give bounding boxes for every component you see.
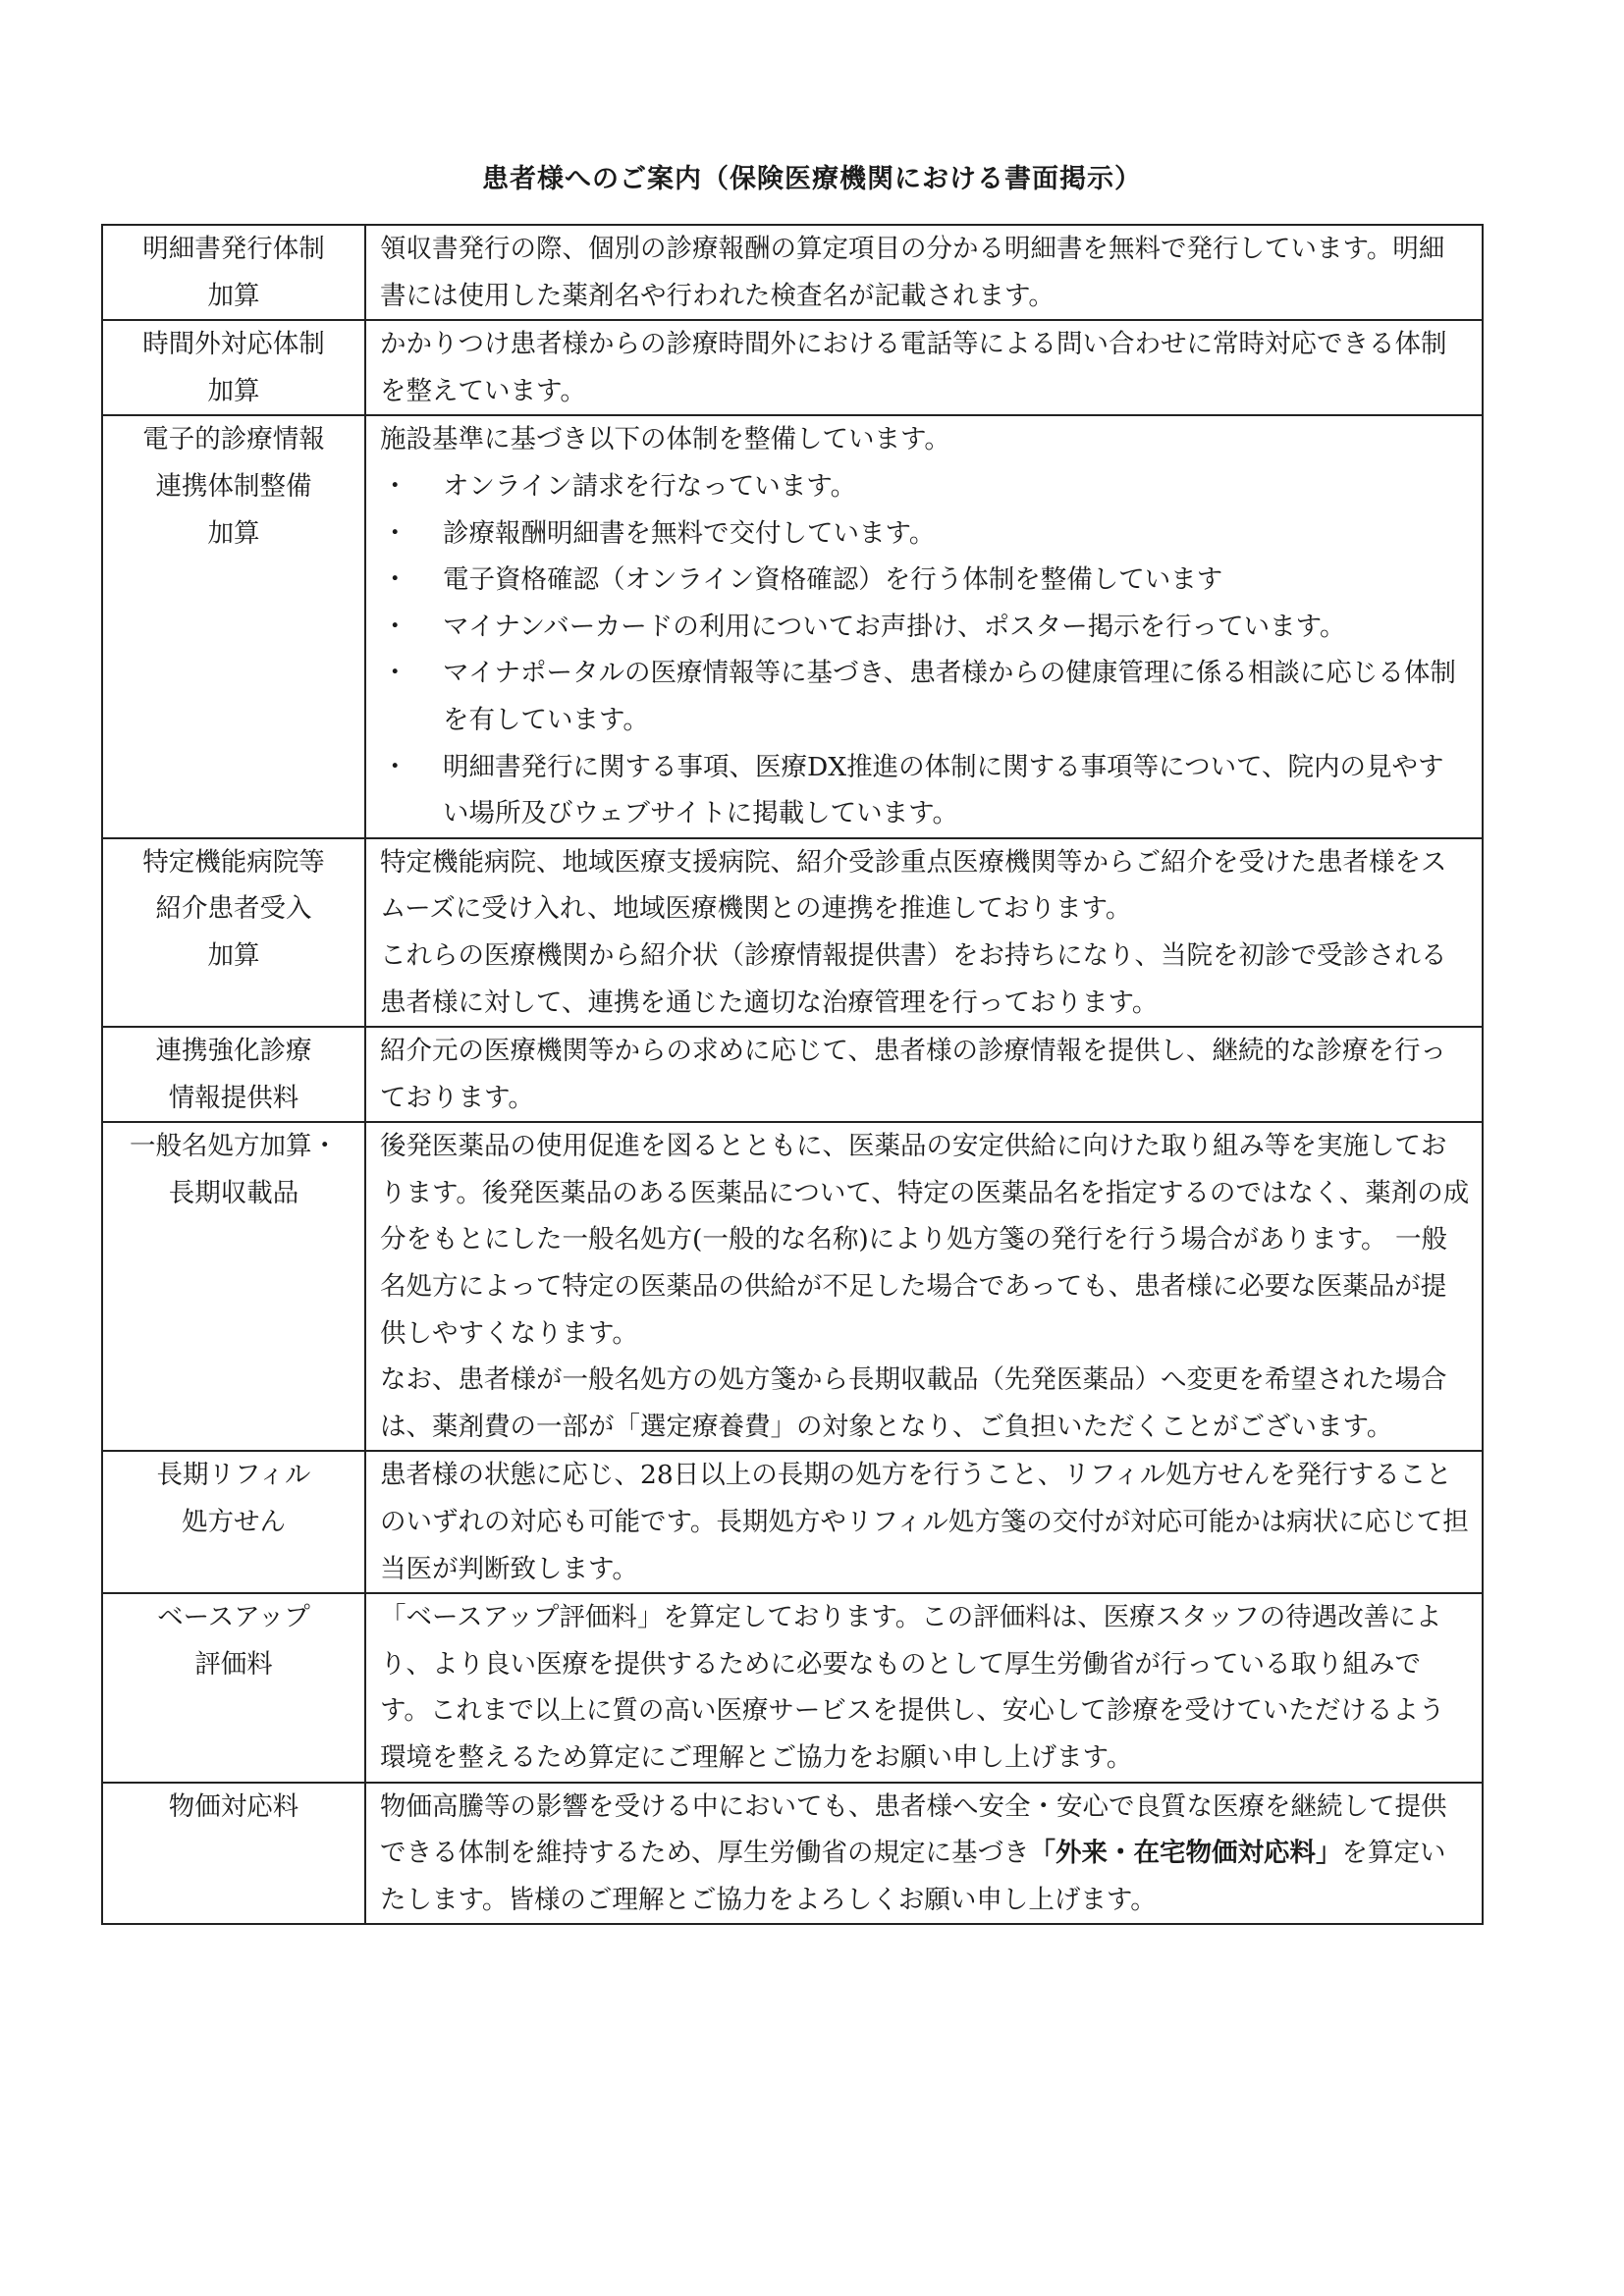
paragraph: かかりつけ患者様からの診療時間外における電話等による問い合わせに常時対応できる体制を整えています。 <box>380 329 1447 406</box>
bullet-text: 診療報酬明細書を無料で交付しています。 <box>443 517 936 549</box>
bullet-text: 明細書発行に関する事項、医療DX推進の体制に関する事項等について、院内の見やすい場所及びウェブサイトに掲載しています。 <box>443 751 1444 829</box>
table-row <box>102 1027 1483 1122</box>
bullet-dot: ・ <box>382 658 408 689</box>
row-content <box>365 225 1483 320</box>
row-content <box>365 415 1483 837</box>
label-line: 時間外対応体制 <box>142 329 325 360</box>
label-line: 長期リフィル <box>156 1460 311 1491</box>
paragraph <box>380 1784 1470 1924</box>
bullet-text: 電子資格確認（オンライン資格確認）を行う体制を整備しています <box>443 564 1223 596</box>
row-label <box>102 1122 365 1451</box>
bullet-item <box>380 557 1470 604</box>
table-row <box>102 1451 1483 1593</box>
bullet-text: マイナポータルの医療情報等に基づき、患者様からの健康管理に係る相談に応じる体制を有しています。 <box>443 658 1456 735</box>
label-line: 連携体制整備 <box>155 470 312 502</box>
bullet-dot: ・ <box>382 517 408 549</box>
row-content <box>365 1027 1483 1122</box>
paragraph: 特定機能病院、地域医療支援病院、紹介受診重点医療機関等からご紹介を受けた患者様をスムーズに受け入れ、地域医療機関との連携を推進しております。 <box>380 846 1447 925</box>
table-row <box>102 1122 1483 1451</box>
row-label <box>102 320 365 415</box>
emphasized-fee-name: 「外来・在宅物価対応料」 <box>1029 1838 1342 1869</box>
paragraph: 領収書発行の際、個別の診療報酬の算定項目の分かる明細書を無料で発行しています。明細書には使用した薬剤名や行われた検査名が記載されます。 <box>380 234 1445 311</box>
label-line: 加算 <box>207 517 260 549</box>
bullet-dot: ・ <box>382 751 408 782</box>
label-line: ベースアップ <box>157 1602 310 1633</box>
bullet-dot: ・ <box>382 611 408 642</box>
paragraph-text: を算定いたします。皆様のご理解とご協力をよろしくお願い申し上げます。 <box>380 1838 1446 1915</box>
table-row <box>102 1783 1483 1925</box>
row-content <box>365 1451 1483 1593</box>
label-line: 連携強化診療 <box>155 1036 312 1067</box>
label-line: 情報提供料 <box>168 1082 299 1113</box>
paragraph: 後発医薬品の使用促進を図るとともに、医薬品の安定供給に向けた取り組み等を実施しております。後発医薬品のある医薬品について、特定の医薬品名を指定するのではなく、薬剤の成分をもとにした一般名処方(一般的な名称)により処方箋の発行を行う場合があります。 一般名処方によって特定の医薬品の供給が不足した場合であっても、患者様に必要な医薬品が提供しやすくなります。 <box>380 1131 1470 1349</box>
bullet-item <box>380 510 1470 558</box>
label-line: 特定機能病院等 <box>142 846 325 878</box>
row-label <box>102 1783 365 1925</box>
label-line: 加算 <box>207 375 260 406</box>
row-content <box>365 1783 1483 1925</box>
bullet-text: オンライン請求を行なっています。 <box>443 470 857 502</box>
row-content <box>365 1122 1483 1451</box>
row-content <box>365 1593 1483 1782</box>
paragraph: なお、患者様が一般名処方の処方箋から長期収載品（先発医薬品）へ変更を希望された場合は、薬剤費の一部が「選定療養費」の対象となり、ご負担いただくことがございます。 <box>380 1364 1447 1442</box>
bullet-item <box>380 744 1470 837</box>
label-line: 明細書発行体制 <box>142 234 325 264</box>
paragraph: 患者様の状態に応じ、28日以上の長期の処方を行うこと、リフィル処方せんを発行することのいずれの対応も可能です。長期処方やリフィル処方箋の交付が対応可能かは病状に応じて担当医が判断致します。 <box>380 1460 1469 1584</box>
label-line: 長期収載品 <box>168 1177 299 1208</box>
table-row <box>102 1593 1483 1782</box>
paragraph: 施設基準に基づき以下の体制を整備しています。 <box>380 424 950 455</box>
paragraph: これらの医療機関から紹介状（診療情報提供書）をお持ちになり、当院を初診で受診される患者様に対して、連携を通じた適切な治療管理を行っております。 <box>380 939 1447 1018</box>
row-label <box>102 1451 365 1593</box>
label-line: 電子的診療情報 <box>142 424 325 455</box>
label-line: 加算 <box>207 939 260 971</box>
bullet-item <box>380 463 1470 510</box>
row-label <box>102 1593 365 1782</box>
table-row <box>102 415 1483 837</box>
label-line: 紹介患者受入 <box>155 893 312 925</box>
label-line: 評価料 <box>194 1648 273 1680</box>
row-label <box>102 1027 365 1122</box>
label-line: 一般名処方加算・ <box>130 1131 338 1162</box>
bullet-item <box>380 604 1470 651</box>
notice-table <box>101 224 1484 1925</box>
paragraph: 紹介元の医療機関等からの求めに応じて、患者様の診療情報を提供し、継続的な診療を行っております。 <box>380 1036 1446 1113</box>
table-row <box>102 838 1483 1027</box>
label-line: 物価対応料 <box>168 1790 299 1822</box>
row-content <box>365 838 1483 1027</box>
bullet-item <box>380 650 1470 743</box>
table-row <box>102 225 1483 320</box>
bullet-dot: ・ <box>382 470 408 502</box>
bullet-text: マイナンバーカードの利用についてお声掛け、ポスター掲示を行っています。 <box>443 611 1346 642</box>
bullet-dot: ・ <box>382 564 408 596</box>
label-line: 加算 <box>207 280 260 311</box>
paragraph: 「ベースアップ評価料」を算定しております。この評価料は、医療スタッフの待遇改善により、より良い医療を提供するために必要なものとして厚生労働省が行っている取り組みです。これまで以上に質の高い医療サービスを提供し、安心して診療を受けていただけるよう環境を整えるため算定にご理解とご協力をお願い申し上げます。 <box>380 1602 1445 1773</box>
row-label <box>102 225 365 320</box>
row-content <box>365 320 1483 415</box>
row-label <box>102 415 365 837</box>
page-title: 患者様へのご案内（保険医療機関における書面掲示） <box>482 164 1142 194</box>
label-line: 処方せん <box>182 1507 286 1538</box>
row-label <box>102 838 365 1027</box>
paragraph-text: 物価高騰等の影響を受ける中においても、患者様へ安全・安心で良質な医療を継続して提供できる体制を維持するため、厚生労働省の規定に基づき <box>380 1790 1447 1869</box>
table-row <box>102 320 1483 415</box>
